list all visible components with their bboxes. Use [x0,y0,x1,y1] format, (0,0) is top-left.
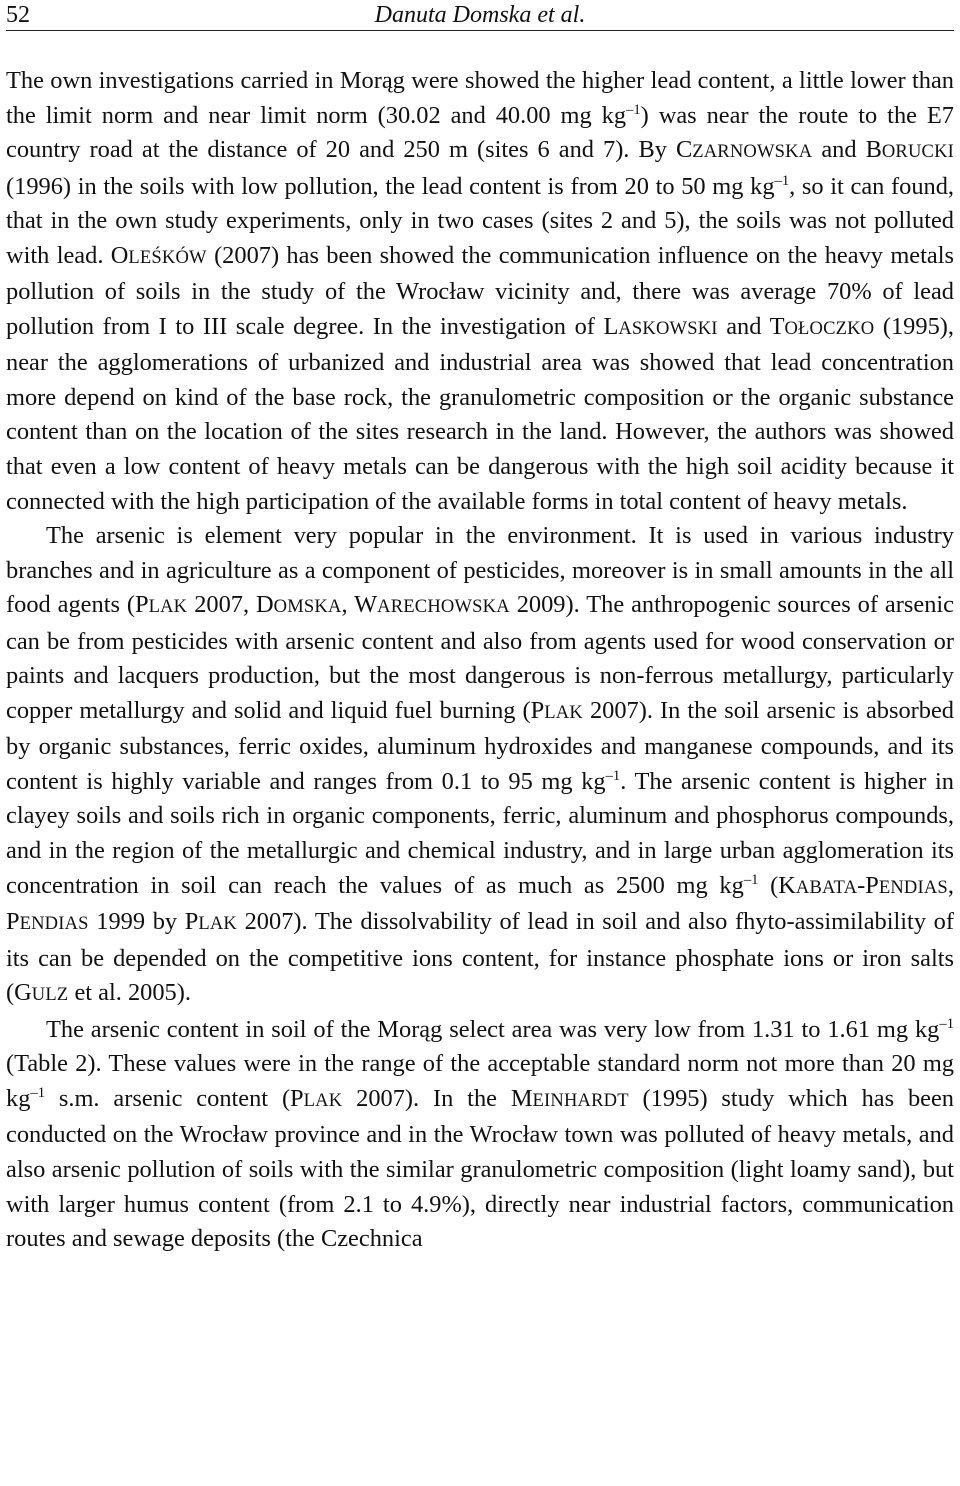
text-run: (1995) study which has been conducted on the Wrocław province and in the Wrocław town was polluted of heavy metals, and also arsenic pollution of soils with the similar granulometric composition (light loamy sand), but with larger humus content (from 2.1 to 4.9%), directly near industrial factors, communication routes and sewage deposits (the Czechnica [6,1084,955,1253]
author-name-smallcaps: EINHARDT [532,1089,629,1111]
author-name-smallcaps: LEŚKÓW [128,246,207,268]
unit-exponent: –1 [605,767,621,784]
text-run: 2007). The dissolvability of lead in soil and also fhyto-assimilability of its can be depended on the competitive ions content, for instance phosphate ions or iron salts (G [6,908,954,1007]
text-run: 2007). In the M [342,1084,533,1112]
text-run: . The arsenic content is higher in clayey soils and soils rich in organic components, ferric, aluminum and phosphorus compounds, and in the region of the metallurgic and chemical industry, and in large urban agglomeration its concentration in soil can reach the values of as much as 2500 mg kg [6,767,954,899]
text-run: and B [812,136,882,164]
text-run: 2009). The anthropogenic sources of arsenic can be from pesticides with arsenic content and also from agents used for wood conservation or paints and lacquers production, but the most dangerous is non-ferrous metallurgy, particularly copper metallurgy and solid and liquid fuel burning (P [6,591,954,724]
text-run: -P [857,871,879,899]
author-name-smallcaps: ULZ [31,984,69,1006]
author-name-smallcaps: ABATA [795,876,858,898]
unit-exponent: –1 [626,101,641,118]
body-text [6,64,954,1257]
text-run: , so it can found, that in the own study experiments, only in two cases (sites 2 and 5), the soils was not polluted with lead. O [6,172,955,269]
author-name-smallcaps: ASKOWSKI [618,317,718,339]
text-run: 2007). In the soil arsenic is absorbed by organic substances, ferric oxides, aluminum hydroxides and manganese compounds, and its content is highly variable and ranges from 0.1 to 95 mg kg [6,696,954,795]
author-name-smallcaps: OŁOCZKO [784,317,875,339]
text-run: The arsenic content in soil of the Morąg select area was very low from 1.31 to 1.61 mg kg [46,1015,940,1043]
text-run: and T [717,312,785,340]
text-run: The own investigations carried in Morąg were showed the higher lead content, a little lower than the limit norm and near limit norm (30.02 and 40.00 mg kg [6,67,954,129]
running-header [6,0,954,31]
text-run: (Table 2). These values were in the range of the acceptable standard norm not more than 20 mg kg [6,1050,954,1112]
author-name-smallcaps: OMSKA [273,596,342,618]
text-run: (K [758,871,796,899]
running-title: Danuta Domska et al. [374,2,586,28]
author-name-smallcaps: ZARNOWSKA [692,141,813,163]
text-run: (2007) has been showed the communication influence on the heavy metals pollution of soils in the study of the Wrocław vicinity and, there was average 70% of lead pollution from I to III scale degree. In the investigation of L [6,241,954,340]
unit-exponent: –1 [743,871,759,888]
text-run: , W [341,591,378,619]
author-name-smallcaps: ENDIAS [19,913,89,935]
text-run: et al. 2005). [68,979,191,1007]
text-run: s.m. arsenic content (P [45,1084,304,1112]
unit-exponent: –1 [939,1015,954,1032]
paragraph [6,1013,954,1257]
author-name-smallcaps: ARECHOWSKA [377,596,510,618]
unit-exponent: –1 [30,1084,46,1101]
author-name-smallcaps: ENDIAS [878,876,948,898]
paragraph [6,64,954,519]
author-name-smallcaps: LAK [198,913,237,935]
page-number: 52 [6,2,30,28]
text-run: , P [6,871,954,936]
paragraph [6,519,954,1013]
text-run: (1996) in the soils with low pollution, the lead content is from 20 to 50 mg kg [6,172,775,200]
author-name-smallcaps: LAK [303,1089,343,1111]
text-run: 1999 by P [88,908,199,936]
author-name-smallcaps: LAK [148,596,188,618]
author-name-smallcaps: LAK [544,701,583,723]
author-name-smallcaps: ORUCKI [881,141,954,163]
text-run: The arsenic is element very popular in the environment. It is used in various industry branches and in agriculture as a component of pesticides, moreover is in small amounts in the all food agents (P [6,522,954,619]
text-run: 2007, D [187,591,274,619]
text-run: ) was near the route to the E7 country road at the distance of 20 and 250 m (sites 6 and 7). By C [6,101,955,164]
text-run: (1995), near the agglomerations of urbanized and industrial area was showed that lead concentration more depend on kind of the base rock, the granulometric composition or the organic substance content than on the location of the sites research in the land. However, the authors was showed that even a low content of heavy metals can be dangerous with the high soil acidity because it connected with the high participation of the available forms in total content of heavy metals. [6,312,954,515]
unit-exponent: –1 [774,172,790,189]
